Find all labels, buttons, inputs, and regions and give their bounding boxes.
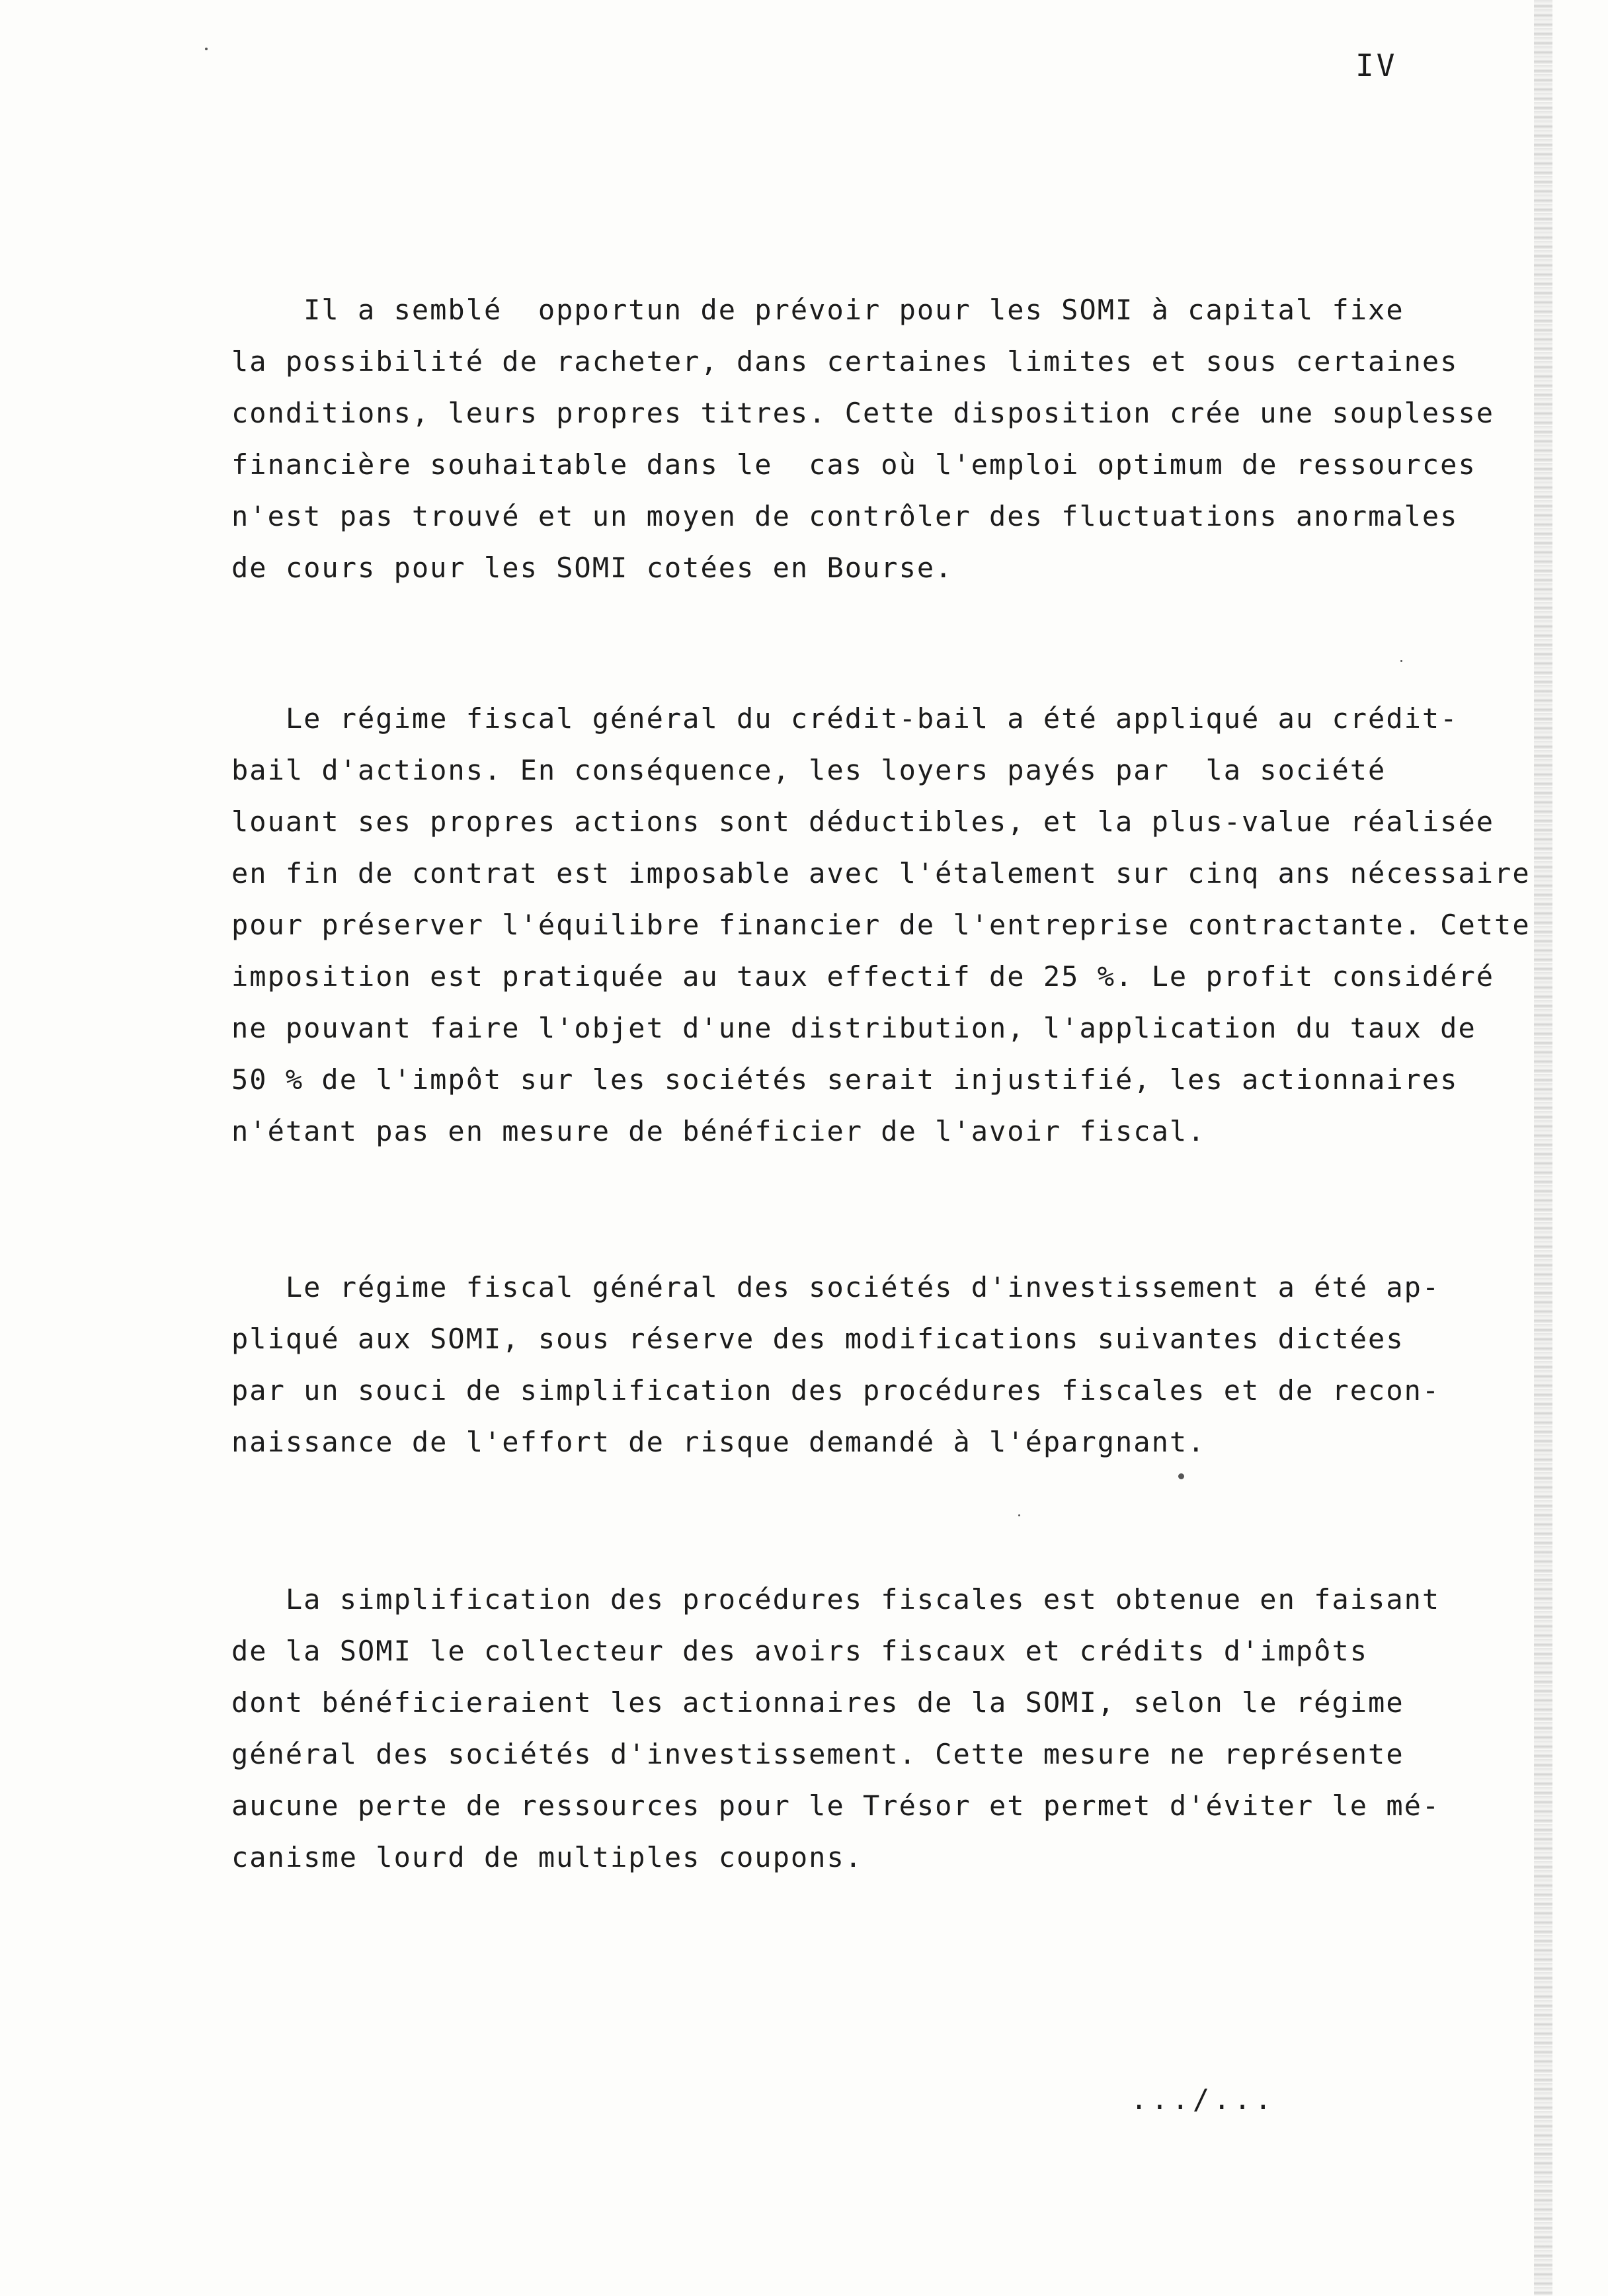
text-line: conditions, leurs propres titres. Cette disposition crée une souplesse [231,397,1495,429]
text-line: dont bénéficieraient les actionnaires de la SOMI, selon le régime [231,1686,1404,1719]
text-line: 50 % de l'impôt sur les sociétés serait injustifié, les actionnaires [231,1063,1459,1096]
text-line: La simplification des procédures fiscales est obtenue en faisant [231,1583,1441,1616]
text-line: canisme lourd de multiples coupons. [231,1841,864,1873]
page-number: IV [1355,48,1398,83]
text-line: pliqué aux SOMI, sous réserve des modifications suivantes dictées [231,1323,1404,1355]
scan-speck [1178,1473,1184,1479]
text-line: de la SOMI le collecteur des avoirs fiscaux et crédits d'impôts [231,1635,1369,1667]
text-line: pour préserver l'équilibre financier de l'entreprise contractante. Cette [231,909,1531,941]
text-line: n'étant pas en mesure de bénéficier de l'avoir fiscal. [231,1115,1206,1147]
text-line: louant ses propres actions sont déductibles, et la plus-value réalisée [231,805,1495,838]
paragraph-simplification [231,1574,1474,1883]
text-line: la possibilité de racheter, dans certaines limites et sous certaines [231,345,1459,378]
text-line: imposition est pratiquée au taux effectif de 25 %. Le profit considéré [231,960,1495,993]
scan-speck [1400,660,1402,662]
paragraph-credit-bail [231,693,1531,1157]
text-line: en fin de contrat est imposable avec l'étalement sur cinq ans nécessaire [231,857,1531,889]
text-line: de cours pour les SOMI cotées en Bourse. [231,552,953,584]
text-line: financière souhaitable dans le cas où l'emploi optimum de ressources [231,448,1476,481]
text-line: naissance de l'effort de risque demandé à l'épargnant. [231,1426,1206,1458]
text-line: aucune perte de ressources pour le Trésor et permet d'éviter le mé- [231,1789,1441,1822]
text-line: ne pouvant faire l'objet d'une distribution, l'application du taux de [231,1012,1476,1044]
scan-edge-shadow [1534,0,1552,2296]
text-line: Le régime fiscal général des sociétés d'investissement a été ap- [231,1271,1441,1303]
continuation-marker: .../... [1131,2083,1276,2115]
scan-speck [1018,1514,1020,1516]
text-line: Le régime fiscal général du crédit-bail a été appliqué au crédit- [231,702,1459,735]
text-line: Il a semblé opportun de prévoir pour les SOMI à capital fixe [231,294,1404,326]
text-line: par un souci de simplification des procédures fiscales et de recon- [231,1374,1441,1407]
paragraph-fiscal-regime [231,1262,1474,1468]
text-line: général des sociétés d'investissement. Cette mesure ne représente [231,1738,1404,1770]
scan-speck [205,48,208,50]
paragraph-somi-buyback [231,284,1495,594]
text-line: n'est pas trouvé et un moyen de contrôler des fluctuations anormales [231,500,1459,532]
text-line: bail d'actions. En conséquence, les loyers payés par la société [231,754,1387,786]
